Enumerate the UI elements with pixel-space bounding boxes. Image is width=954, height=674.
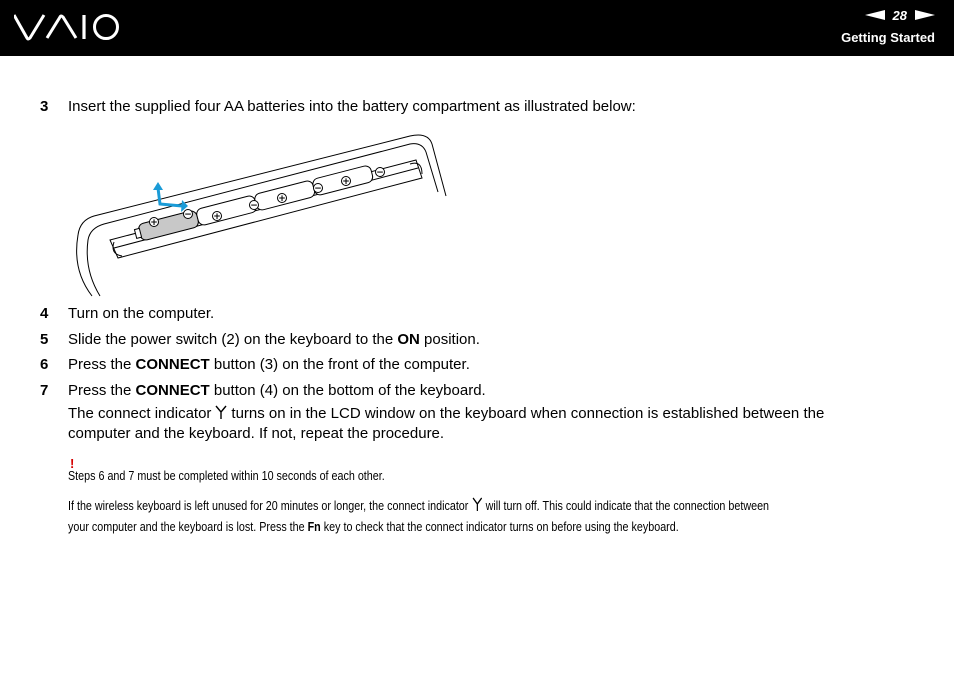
section-title: Getting Started xyxy=(841,30,935,45)
step-text-bold: ON xyxy=(397,331,420,348)
step-number: 4 xyxy=(40,305,49,322)
svg-text:+: + xyxy=(150,218,158,228)
svg-text:−: − xyxy=(250,201,258,211)
svg-text:−: − xyxy=(376,168,384,178)
paragraph-text: The connect indicator xyxy=(68,405,212,422)
step-text-bold: CONNECT xyxy=(135,356,210,373)
svg-text:+: + xyxy=(213,212,221,222)
note-timing: Steps 6 and 7 must be completed within 10 seconds of each other. xyxy=(68,469,385,483)
step-text-part: Press the xyxy=(68,382,136,399)
page-number: 28 xyxy=(892,7,907,23)
step-text: Insert the supplied four AA batteries into the battery compartment as illustrated below: xyxy=(68,98,636,115)
step-text-part: Press the xyxy=(68,356,136,373)
step-text xyxy=(68,331,480,349)
step-text: Turn on the computer. xyxy=(68,305,215,322)
vaio-logo xyxy=(14,12,122,47)
step-text xyxy=(68,382,486,400)
note-text: key to check that the connect indicator turns on before using the keyboard. xyxy=(320,520,679,534)
step-text-part: button (3) on the front of the computer. xyxy=(209,356,470,373)
step-text-part: button (4) on the bottom of the keyboard. xyxy=(209,382,486,399)
antenna-icon xyxy=(215,405,227,424)
step-number: 5 xyxy=(40,331,49,348)
battery-compartment-illustration xyxy=(70,130,450,305)
fn-key-label: Fn xyxy=(307,520,321,534)
page-header xyxy=(0,0,954,56)
svg-text:−: − xyxy=(314,184,322,194)
paragraph-text: computer and the keyboard. If not, repeat the procedure. xyxy=(68,425,445,442)
previous-page-icon[interactable] xyxy=(865,10,885,20)
antenna-icon xyxy=(472,497,482,517)
note-text: your computer and the keyboard is lost. Press the xyxy=(68,520,308,534)
note-text: will turn off. This could indicate that the connection between xyxy=(485,499,770,513)
warning-icon: ! xyxy=(70,456,75,471)
step-text-part: position. xyxy=(419,331,480,348)
next-page-icon[interactable] xyxy=(915,10,935,20)
svg-text:+: + xyxy=(278,194,286,204)
step-number: 3 xyxy=(40,98,49,115)
paragraph-text: turns on in the LCD window on the keyboard when connection is established between the xyxy=(231,405,825,422)
step-number: 7 xyxy=(40,382,49,399)
note-text: If the wireless keyboard is left unused for 20 minutes or longer, the connect indicator xyxy=(68,499,469,513)
svg-text:−: − xyxy=(184,210,192,220)
step-text xyxy=(68,356,470,374)
connect-indicator-paragraph xyxy=(68,404,928,443)
note-idle xyxy=(68,496,769,537)
step-text-part: Slide the power switch (2) on the keyboard to the xyxy=(68,331,398,348)
step-text-bold: CONNECT xyxy=(135,382,210,399)
svg-text:+: + xyxy=(342,177,350,187)
page-navigation xyxy=(865,6,935,24)
step-number: 6 xyxy=(40,356,49,373)
